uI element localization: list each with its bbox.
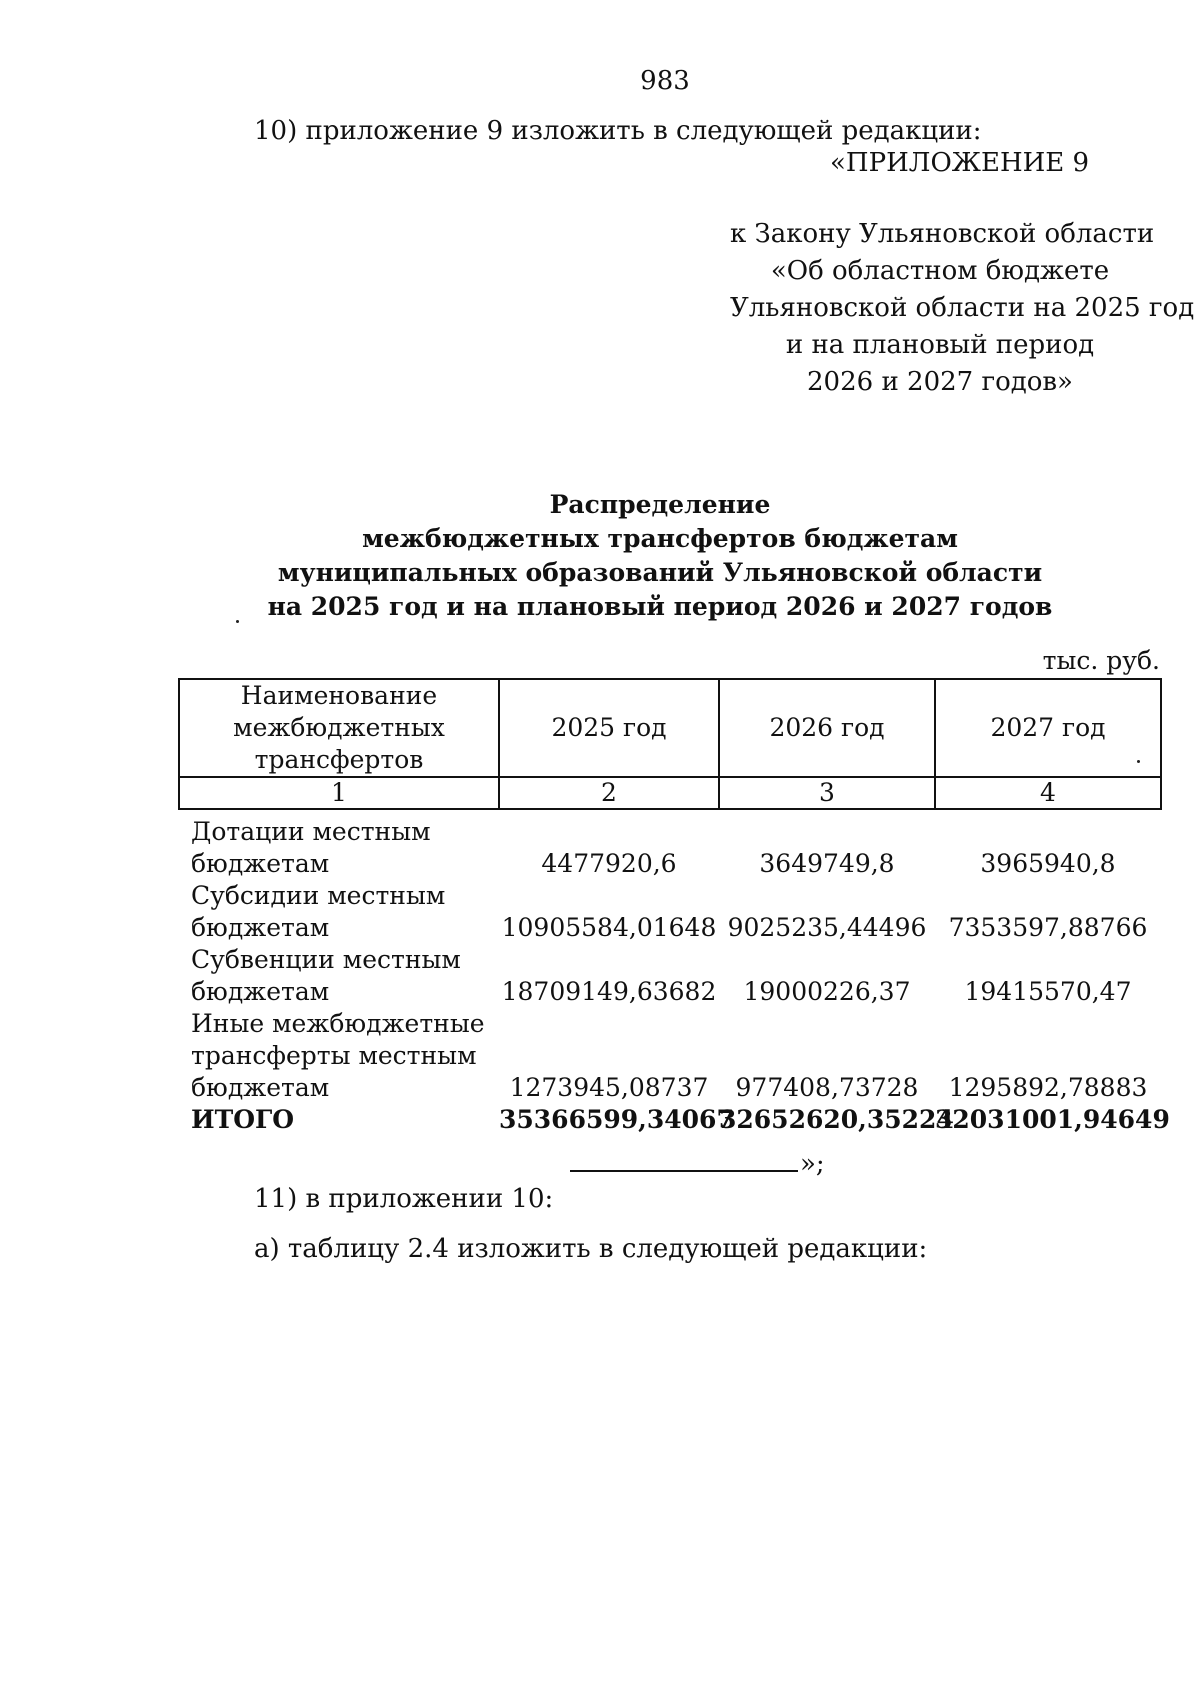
row-name-line: Субсидии местным bbox=[191, 881, 446, 910]
row-name-line: Дотации местным bbox=[191, 817, 431, 846]
value-2026: 9025235,44496 bbox=[727, 913, 927, 942]
value-2026: 977408,73728 bbox=[735, 1073, 919, 1102]
column-number-row bbox=[179, 777, 1161, 809]
table-row bbox=[179, 944, 1161, 1008]
header-year-2025: 2025 год bbox=[499, 679, 719, 777]
row-name bbox=[179, 880, 499, 944]
column-number: 3 bbox=[719, 777, 935, 809]
row-name-line: трансферты местным bbox=[191, 1041, 477, 1070]
value-2025: 10905584,01648 bbox=[501, 913, 717, 942]
closing-underline bbox=[570, 1148, 798, 1172]
document-title bbox=[260, 488, 1060, 624]
units-label: тыс. руб. bbox=[1042, 646, 1160, 675]
total-2027: 32031001,94649 bbox=[935, 1105, 1170, 1134]
law-ref-line: 2026 и 2027 годов» bbox=[807, 367, 1073, 397]
law-ref-line: к Закону Ульяновской области bbox=[730, 219, 1155, 249]
total-2026: 32652620,35224 bbox=[719, 1105, 954, 1134]
scan-speck bbox=[236, 620, 239, 623]
row-name-line: бюджетам bbox=[191, 849, 330, 878]
closing-mark bbox=[570, 1148, 825, 1179]
item-11: 11) в приложении 10: bbox=[254, 1184, 554, 1214]
header-year-2026: 2026 год bbox=[719, 679, 935, 777]
value-2027: 3965940,8 bbox=[980, 849, 1116, 878]
amendment-intro: 10) приложение 9 изложить в следующей редакции: bbox=[254, 116, 982, 146]
value-2025: 4477920,6 bbox=[541, 849, 677, 878]
item-11a: а) таблицу 2.4 изложить в следующей редакции: bbox=[254, 1234, 928, 1264]
table-row bbox=[179, 1008, 1161, 1104]
table-row bbox=[179, 880, 1161, 944]
title-line: на 2025 год и на плановый период 2026 и 2027 годов bbox=[267, 592, 1053, 621]
column-number: 1 bbox=[179, 777, 499, 809]
page-number: 983 bbox=[640, 66, 690, 96]
header-name-line: межбюджетных bbox=[233, 713, 445, 742]
transfers-table bbox=[178, 678, 1170, 1136]
table-header-row bbox=[179, 679, 1161, 777]
row-name bbox=[179, 809, 499, 880]
closing-quote: »; bbox=[800, 1149, 825, 1179]
value-2025: 1273945,08737 bbox=[509, 1073, 709, 1102]
row-name bbox=[179, 944, 499, 1008]
column-number: 4 bbox=[935, 777, 1161, 809]
row-name-line: Субвенции местным bbox=[191, 945, 461, 974]
header-name-cell bbox=[179, 679, 499, 777]
law-reference bbox=[730, 216, 1195, 401]
table-row bbox=[179, 809, 1161, 880]
value-2026: 19000226,37 bbox=[743, 977, 911, 1006]
row-name-line: бюджетам bbox=[191, 977, 330, 1006]
value-2027: 1295892,78883 bbox=[948, 1073, 1148, 1102]
value-2026: 3649749,8 bbox=[759, 849, 895, 878]
row-name bbox=[179, 1008, 499, 1104]
header-name-line: трансфертов bbox=[254, 745, 424, 774]
value-2025: 18709149,63682 bbox=[501, 977, 717, 1006]
total-row bbox=[179, 1104, 1161, 1136]
value-2027: 19415570,47 bbox=[964, 977, 1132, 1006]
title-line: муниципальных образований Ульяновской области bbox=[277, 558, 1043, 587]
total-label: ИТОГО bbox=[191, 1105, 295, 1134]
value-2027: 7353597,88766 bbox=[948, 913, 1148, 942]
title-line: межбюджетных трансфертов бюджетам bbox=[362, 524, 958, 553]
header-name-line: Наименование bbox=[240, 681, 438, 710]
row-name-line: Иные межбюджетные bbox=[191, 1009, 485, 1038]
row-name-line: бюджетам bbox=[191, 1073, 330, 1102]
header-year-2027: 2027 год bbox=[935, 679, 1161, 777]
appendix-title: «ПРИЛОЖЕНИЕ 9 bbox=[830, 148, 1090, 178]
law-ref-line: «Об областном бюджете bbox=[770, 256, 1110, 286]
total-2025: 35366599,34067 bbox=[499, 1105, 734, 1134]
law-ref-line: Ульяновской области на 2025 год bbox=[730, 293, 1195, 323]
row-name-line: бюджетам bbox=[191, 913, 330, 942]
title-line: Распределение bbox=[549, 490, 771, 519]
law-ref-line: и на плановый период bbox=[785, 330, 1095, 360]
column-number: 2 bbox=[499, 777, 719, 809]
